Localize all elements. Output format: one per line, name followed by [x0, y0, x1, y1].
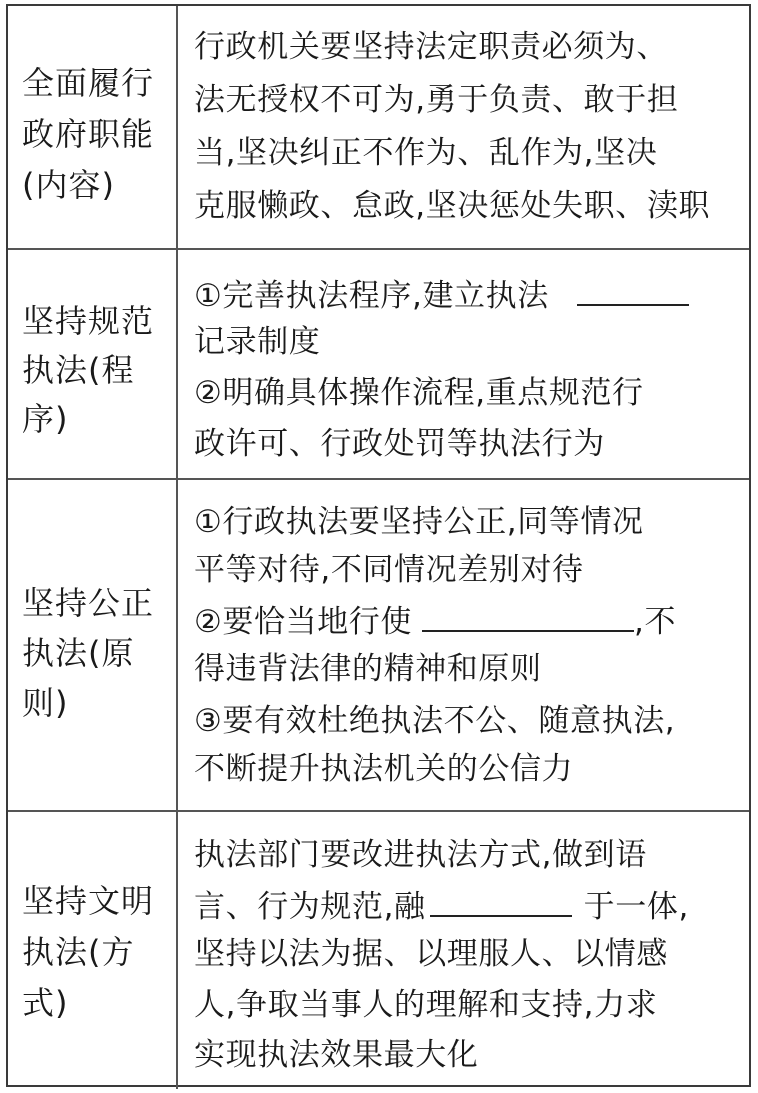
- content-line: [194, 885, 689, 929]
- row-content-cell: [178, 6, 749, 248]
- table-row: [8, 812, 749, 1089]
- content-line: 执法部门要改进执法方式,做到语: [194, 837, 647, 873]
- content-line: 当,坚决纠正不作为、乱作为,坚决: [194, 135, 658, 171]
- row-title-line: 坚持公正: [22, 584, 155, 622]
- content-line: 人,争取当事人的理解和支持,力求: [194, 987, 658, 1023]
- content-text: ②要恰当地行使: [194, 604, 412, 640]
- content-line: [194, 274, 689, 318]
- row-title-line: 执法(程: [22, 351, 135, 389]
- content-line: 政许可、行政处罚等执法行为: [194, 426, 605, 462]
- content-line: [194, 600, 676, 644]
- row-title-cell: [8, 812, 178, 1089]
- content-line: ②明确具体操作流程,重点规范行: [194, 375, 644, 411]
- row-title-line: 全面履行: [22, 64, 155, 102]
- row-title-cell: [8, 250, 178, 478]
- table-row: [8, 480, 749, 812]
- content-text: ,不: [634, 604, 677, 640]
- content-text: ①完善执法程序,建立执法: [194, 278, 549, 314]
- row-title-line: 坚持规范: [22, 302, 155, 340]
- row-title-cell: [8, 480, 178, 810]
- row-title-line: 则): [22, 684, 69, 722]
- row-title-line: 坚持文明: [22, 882, 155, 920]
- row-title-cell: [8, 6, 178, 248]
- row-title-line: 执法(原: [22, 634, 135, 672]
- content-line: 实现执法效果最大化: [194, 1037, 479, 1073]
- table-row: [8, 250, 749, 480]
- content-table: [6, 4, 751, 1087]
- row-title-line: (内容): [22, 166, 115, 204]
- content-text: 言、行为规范,融: [194, 889, 426, 925]
- content-line: 不断提升执法机关的公信力: [194, 751, 574, 787]
- row-title-line: 序): [22, 400, 69, 438]
- content-line: 得违背法律的精神和原则: [194, 651, 542, 687]
- row-content-cell: [178, 480, 749, 810]
- row-content-cell: [178, 812, 749, 1089]
- content-line: ③要有效杜绝执法不公、随意执法,: [194, 703, 676, 739]
- content-line: 平等对待,不同情况差别对待: [194, 552, 584, 588]
- row-title-line: 政府职能: [22, 115, 155, 153]
- content-line: 克服懒政、怠政,坚决惩处失职、渎职: [194, 188, 711, 224]
- row-title-line: 执法(方: [22, 933, 135, 971]
- table-row: [8, 6, 749, 250]
- content-text: 于一体,: [583, 889, 689, 925]
- fill-blank: [577, 274, 689, 306]
- content-line: 法无授权不可为,勇于负责、敢于担: [194, 82, 679, 118]
- content-line: ①行政执法要坚持公正,同等情况: [194, 504, 644, 540]
- content-line: 记录制度: [194, 324, 321, 360]
- row-content-cell: [178, 250, 749, 478]
- content-line: 坚持以法为据、以理服人、以情感: [194, 936, 668, 972]
- row-title-line: 式): [22, 984, 69, 1022]
- fill-blank: [422, 600, 634, 632]
- content-line: 行政机关要坚持法定职责必须为、: [194, 29, 668, 65]
- fill-blank: [430, 885, 572, 917]
